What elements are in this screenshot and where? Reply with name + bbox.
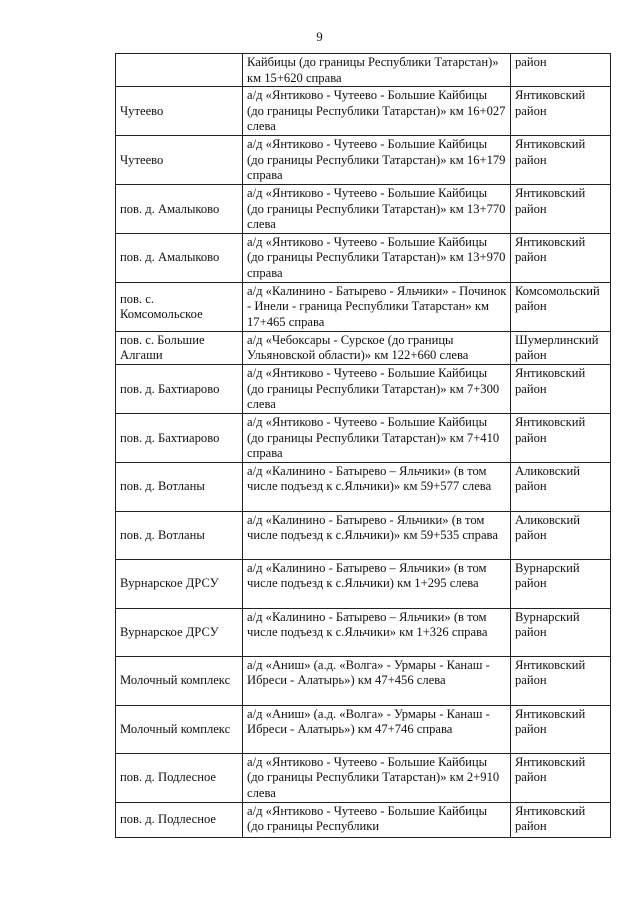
region-cell: Янтиковский район xyxy=(511,753,611,802)
location-cell: Молочный комплекс xyxy=(116,656,243,705)
table-row xyxy=(116,184,611,233)
road-cell: а/д «Янтиково - Чутеево - Большие Кайбицы (до границы Республики Татарстан)» км 13+970 справа xyxy=(243,233,511,282)
location-cell: Вурнарское ДРСУ xyxy=(116,559,243,608)
road-cell: а/д «Янтиково - Чутеево - Большие Кайбицы (до границы Республики Татарстан)» км 7+300 слева xyxy=(243,364,511,413)
table-row xyxy=(116,364,611,413)
region-cell: Вурнарский район xyxy=(511,608,611,656)
table-row xyxy=(116,233,611,282)
page-number: 9 xyxy=(316,29,323,44)
region-cell: Янтиковский район xyxy=(511,705,611,753)
region-cell: Янтиковский район xyxy=(511,87,611,136)
table-row xyxy=(116,705,611,753)
road-cell: а/д «Калинино - Батырево - Яльчики» - Починок - Инели - граница Республики Татарстан» км 17+465 справа xyxy=(243,282,511,331)
road-cell: а/д «Аниш» (а.д. «Волга» - Урмары - Канаш - Ибреси - Алатырь») км 47+746 справа xyxy=(243,705,511,753)
table-body xyxy=(116,54,611,838)
location-cell: пов. д. Бахтиарово xyxy=(116,364,243,413)
region-cell: Янтиковский район xyxy=(511,802,611,837)
region-cell: Комсомольский район xyxy=(511,282,611,331)
road-cell: а/д «Аниш» (а.д. «Волга» - Урмары - Канаш - Ибреси - Алатырь») км 47+456 слева xyxy=(243,656,511,705)
table-row xyxy=(116,282,611,331)
region-cell: Вурнарский район xyxy=(511,559,611,608)
location-cell: пов. д. Амалыково xyxy=(116,233,243,282)
region-cell: Янтиковский район xyxy=(511,413,611,462)
location-cell: пов. д. Вотланы xyxy=(116,511,243,559)
location-cell: пов. д. Вотланы xyxy=(116,462,243,511)
region-cell: район xyxy=(511,54,611,87)
location-cell: Чутеево xyxy=(116,135,243,184)
road-locations-table xyxy=(115,53,611,838)
table-row xyxy=(116,608,611,656)
location-cell: пов. д. Подлесное xyxy=(116,753,243,802)
road-cell: а/д «Янтиково - Чутеево - Большие Кайбицы (до границы Республики Татарстан)» км 2+910 слева xyxy=(243,753,511,802)
location-cell: пов. д. Подлесное xyxy=(116,802,243,837)
location-cell: пов. с. Комсомольское xyxy=(116,282,243,331)
table-row xyxy=(116,802,611,837)
location-cell: пов. д. Амалыково xyxy=(116,184,243,233)
location-cell: Молочный комплекс xyxy=(116,705,243,753)
table-row xyxy=(116,54,611,87)
table-row xyxy=(116,511,611,559)
road-cell: а/д «Калинино - Батырево – Яльчики» (в том числе подъезд к с.Яльчики) км 1+295 слева xyxy=(243,559,511,608)
region-cell: Аликовский район xyxy=(511,511,611,559)
road-cell: а/д «Янтиково - Чутеево - Большие Кайбицы (до границы Республики Татарстан)» км 7+410 справа xyxy=(243,413,511,462)
table-row xyxy=(116,656,611,705)
road-cell: а/д «Янтиково - Чутеево - Большие Кайбицы (до границы Республики Татарстан)» км 16+027 слева xyxy=(243,87,511,136)
table-row xyxy=(116,135,611,184)
road-cell: а/д «Калинино - Батырево - Яльчики» (в том числе подъезд к с.Яльчики)» км 59+535 справа xyxy=(243,511,511,559)
region-cell: Янтиковский район xyxy=(511,184,611,233)
table-row xyxy=(116,413,611,462)
region-cell: Янтиковский район xyxy=(511,364,611,413)
road-cell: а/д «Янтиково - Чутеево - Большие Кайбицы (до границы Республики xyxy=(243,802,511,837)
region-cell: Аликовский район xyxy=(511,462,611,511)
region-cell: Янтиковский район xyxy=(511,656,611,705)
table-row xyxy=(116,559,611,608)
region-cell: Янтиковский район xyxy=(511,233,611,282)
road-cell: а/д «Янтиково - Чутеево - Большие Кайбицы (до границы Республики Татарстан)» км 16+179 справа xyxy=(243,135,511,184)
location-cell: Вурнарское ДРСУ xyxy=(116,608,243,656)
road-cell: Кайбицы (до границы Республики Татарстан)» км 15+620 справа xyxy=(243,54,511,87)
location-cell: Чутеево xyxy=(116,87,243,136)
location-cell: пов. с. Большие Алгаши xyxy=(116,331,243,364)
location-cell xyxy=(116,54,243,87)
region-cell: Янтиковский район xyxy=(511,135,611,184)
table-row xyxy=(116,87,611,136)
table-row xyxy=(116,331,611,364)
region-cell: Шумерлинский район xyxy=(511,331,611,364)
table-row xyxy=(116,462,611,511)
road-cell: а/д «Калинино - Батырево – Яльчики» (в том числе подъезд к с.Яльчики» км 1+326 справа xyxy=(243,608,511,656)
road-cell: а/д «Калинино - Батырево – Яльчики» (в том числе подъезд к с.Яльчики)» км 59+577 слева xyxy=(243,462,511,511)
road-cell: а/д «Янтиково - Чутеево - Большие Кайбицы (до границы Республики Татарстан)» км 13+770 слева xyxy=(243,184,511,233)
road-cell: а/д «Чебоксары - Сурское (до границы Ульяновской области)» км 122+660 слева xyxy=(243,331,511,364)
location-cell: пов. д. Бахтиарово xyxy=(116,413,243,462)
table-row xyxy=(116,753,611,802)
